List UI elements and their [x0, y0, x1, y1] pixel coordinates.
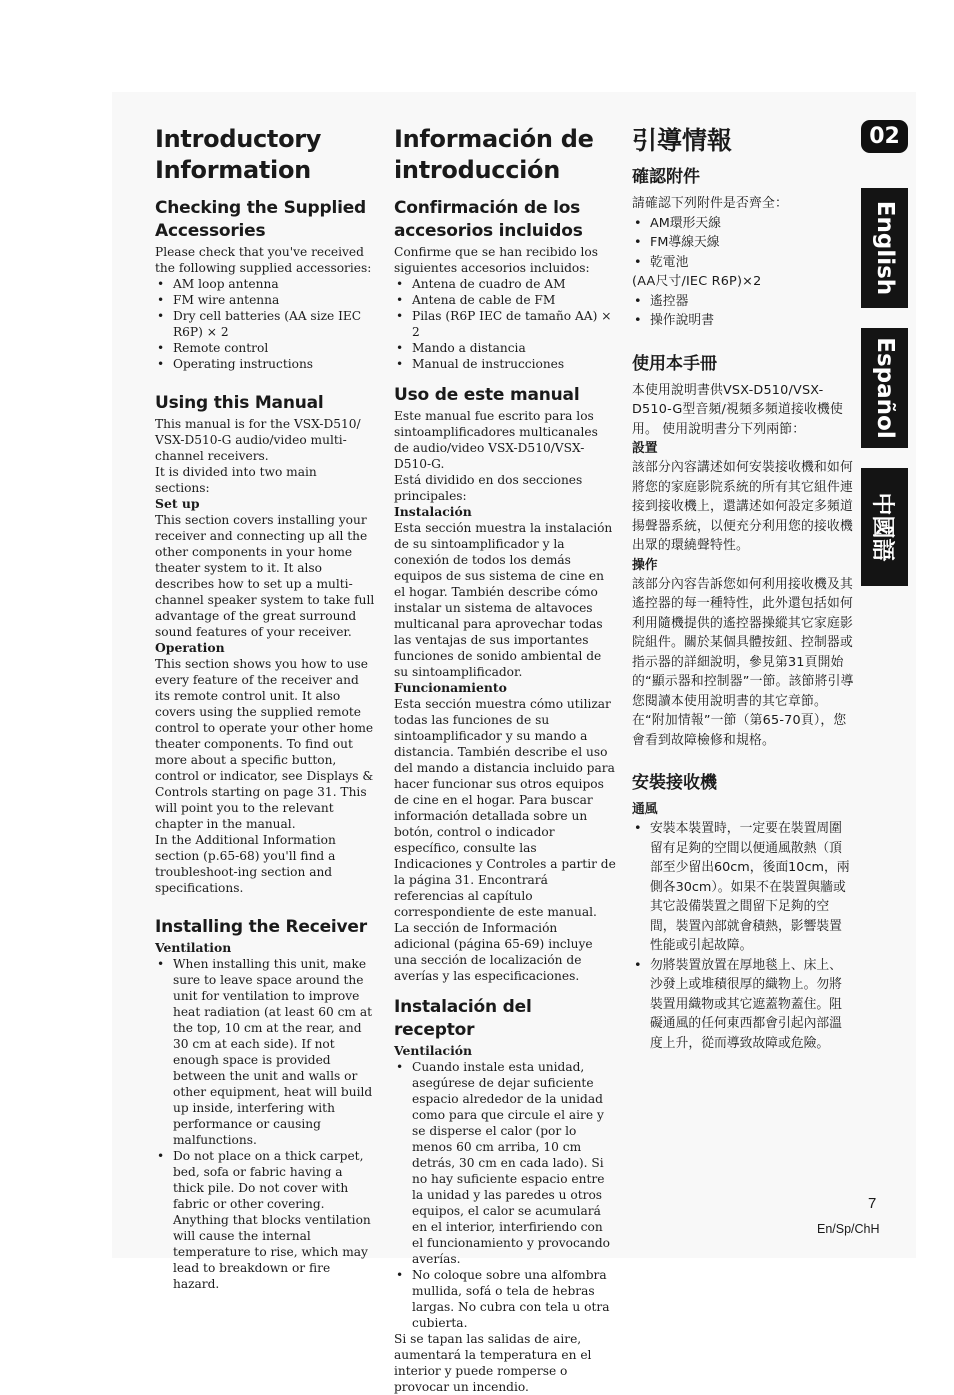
list-item: • Antena de cuadro de AM — [394, 276, 616, 292]
paragraph: La sección de Información adicional (página 65-69) incluye una sección de localización de averías y las especificaciones. — [394, 921, 593, 983]
tab-label: Español — [871, 337, 898, 439]
subheading: 通風 — [632, 802, 658, 817]
section-heading: 使用本手冊 — [632, 353, 717, 374]
page-title-chinese: 引導情報 — [632, 126, 733, 155]
paragraph: This manual is for the VSX-D510/ VSX-D510-G audio/video multi-channel receivers. — [155, 417, 361, 463]
section-heading: Uso de este manual — [394, 385, 580, 405]
list-item: • AM loop antenna — [155, 276, 375, 292]
list-item: • No coloque sobre una alfombra mullida, sofá o tela de hebras largas. No cubra con tela u otra cubierta. — [394, 1267, 616, 1331]
chinese-column — [632, 124, 854, 1053]
list-item: • When installing this unit, make sure to leave space around the unit for ventilation to improve heat radiation (at least 60 cm at the top, 10 cm at the rear, and 30 cm at each side). If not enough space is provided between the unit and walls or other equipment, heat will build up inside, interfering with performance or causing malfunctions. — [155, 956, 375, 1148]
page-title-spanish: Información de introducción — [394, 125, 594, 184]
list-item: • Manual de instrucciones — [394, 356, 616, 372]
paragraph: Está dividido en dos secciones principales: — [394, 473, 583, 503]
section-heading: Using this Manual — [155, 393, 324, 413]
list-item: • 乾電池 — [632, 253, 854, 273]
section-heading: Installing the Receiver — [155, 917, 367, 937]
bullet-list — [632, 819, 854, 1053]
list-item: • Remote control — [155, 340, 375, 356]
paragraph: (AA尺寸/IEC R6P)×2 — [632, 274, 762, 289]
paragraph: 該部分內容講述如何安裝接收機和如何將您的家庭影院系統的所有其它組件連接到接收機上，還講述如何設定多頻道揚聲器系統，以便充分利用您的接收機出眾的環繞聲特性。 — [632, 460, 853, 553]
accessory-list — [632, 214, 854, 273]
paragraph: 請確認下列附件是否齊全： — [632, 196, 788, 211]
paragraph: Please check that you've received the following supplied accessories: — [155, 245, 372, 275]
bullet-list — [155, 956, 375, 1292]
tab-label: English — [871, 200, 898, 296]
paragraph: Esta sección muestra la instalación de su sintoamplificador y la conexión de todos los demás equipos de sus sistema de cine en el hogar. También describe cómo instalar un sistema de altavoces multicanal para aprovechar todas las ventajas de sus importantes funciones de sonido ambiental de su sintoamplificador. — [394, 521, 613, 679]
subheading: Instalación — [394, 504, 472, 519]
list-item: • Do not place on a thick carpet, bed, sofa or fabric having a thick pile. Do not cover with fabric or other covering. Anything that blocks ventilation will cause the internal temperature to rise, which may lead to breakdown or fire hazard. — [155, 1148, 375, 1292]
section-heading: 確認附件 — [632, 167, 700, 187]
section-heading: 安裝接收機 — [632, 773, 717, 793]
list-item: • 安裝本裝置時，一定要在裝置周圍留有足夠的空間以便通風散熱（頂部至少留出60cm，後面10cm，兩側各30cm）。如果不在裝置與牆或其它設備裝置之間留下足夠的空間，裝置內部就會積熱，影響裝置性能或引起故障。 — [632, 819, 854, 956]
list-item: • Antena de cable de FM — [394, 292, 616, 308]
list-item: • Mando a distancia — [394, 340, 616, 356]
subheading: 操作 — [632, 557, 658, 573]
page-title-english: Introductory Information — [155, 125, 322, 184]
list-item: • FM wire antenna — [155, 292, 375, 308]
paragraph: In the Additional Information section (p.65-68) you'll find a troubleshoot-ing section and specifications. — [155, 833, 336, 895]
list-item: • FM導線天線 — [632, 233, 854, 253]
page-number: 7 — [868, 1195, 877, 1212]
subheading: Operation — [155, 640, 225, 655]
accessory-list — [155, 276, 375, 372]
language-tab-chinese[interactable] — [861, 468, 908, 586]
language-tab-english[interactable] — [861, 188, 908, 308]
paragraph: Este manual fue escrito para los sintoamplificadores multicanales de audio/video VSX-D510/VSX-D510-G. — [394, 409, 598, 471]
paragraph: This section covers installing your receiver and connecting up all the other components in your home theater system to it. It also describes how to set up a multi-channel speaker system to take full advantage of the great surround sound features of your receiver. — [155, 513, 375, 639]
paragraph: Si se tapan las salidas de aire, aumentará la temperatura en el interior y puede romperse o provocar un incendio. — [394, 1332, 592, 1394]
list-item: • Dry cell batteries (AA size IEC R6P) × 2 — [155, 308, 375, 340]
paragraph: It is divided into two main sections: — [155, 465, 317, 495]
paragraph: Esta sección muestra cómo utilizar todas las funciones de su sintoamplificador y su mando a distancia. También describe el uso del mando a distancia incluido para hacer funcionar sus otros equipos de cine en el hogar. Para buscar información detallada sobre un botón, control o indicador específico, consulte las Indicaciones y Controles a partir de la página 31. Encontrará referencias al capítulo correspondiente de este manual. — [394, 697, 616, 919]
paragraph: This section shows you how to use every feature of the receiver and its remote control unit. It also covers using the supplied remote control to operate your other home theater components. To find out more about a specific button, control or indicator, see Displays & Controls starting on page 31. This will point you to the relevant chapter in the manual. — [155, 657, 374, 831]
accessory-list — [632, 292, 854, 331]
english-column — [155, 124, 375, 1292]
section-heading: Instalación del receptor — [394, 997, 532, 1040]
chapter-badge: 02 — [861, 120, 908, 153]
subheading: Funcionamiento — [394, 680, 507, 695]
section-heading: Confirmación de los accesorios incluidos — [394, 198, 583, 241]
list-item: • Pilas (R6P IEC de tamaño AA) × 2 — [394, 308, 616, 340]
language-codes: En/Sp/ChH — [817, 1222, 880, 1236]
subheading: Set up — [155, 496, 200, 511]
list-item: • Operating instructions — [155, 356, 375, 372]
list-item: • 勿將裝置放置在厚地毯上、床上、沙發上或堆積很厚的織物上。勿將裝置用織物或其它遮蓋物蓋住。阻礙通風的任何東西都會引起內部溫度上升，從而導致故障或危險。 — [632, 956, 854, 1054]
subheading: Ventilation — [155, 940, 232, 955]
bullet-list — [394, 1059, 616, 1331]
list-item: • 操作說明書 — [632, 311, 854, 331]
subheading: 設置 — [632, 441, 658, 456]
paragraph: Confirme que se han recibido los siguientes accesorios incluidos: — [394, 245, 598, 275]
list-item: • 遙控器 — [632, 292, 854, 312]
language-tab-spanish[interactable] — [861, 328, 908, 448]
tab-label: 中國語 — [869, 492, 895, 562]
paragraph: 該部分內容告訴您如何利用接收機及其遙控器的每一種特性，此外還包括如何利用隨機提供的遙控器操縱其它家庭影院組件。關於某個具體按鈕、控制器或指示器的詳細說明，參見第31頁開始的“顯示器和控制器”一節。該節將引導您閱讀本使用說明書的其它章節。在“附加情報”一節（第65-70頁），您會看到故障檢修和規格。 — [632, 576, 854, 748]
spanish-column — [394, 124, 616, 1395]
subheading: Ventilación — [394, 1043, 473, 1058]
list-item: • AM環形天線 — [632, 214, 854, 234]
section-heading: Checking the Supplied Accessories — [155, 198, 367, 241]
list-item: • Cuando instale esta unidad, asegúrese de dejar suficiente espacio alrededor de la unidad como para que circule el aire y se disperse el calor (por lo menos 60 cm arriba, 10 cm detrás, 30 cm en cada lado). Si no hay suficiente espacio entre la unidad y las paredes u otros equipos, el calor se acumulará en el interior, interfiriendo con el funcionamiento y provocando averías. — [394, 1059, 616, 1267]
accessory-list — [394, 276, 616, 372]
paragraph: 本使用說明書供VSX-D510/VSX-D510-G型音頻/視頻多頻道接收機使用。 使用說明書分下列兩節： — [632, 382, 843, 437]
